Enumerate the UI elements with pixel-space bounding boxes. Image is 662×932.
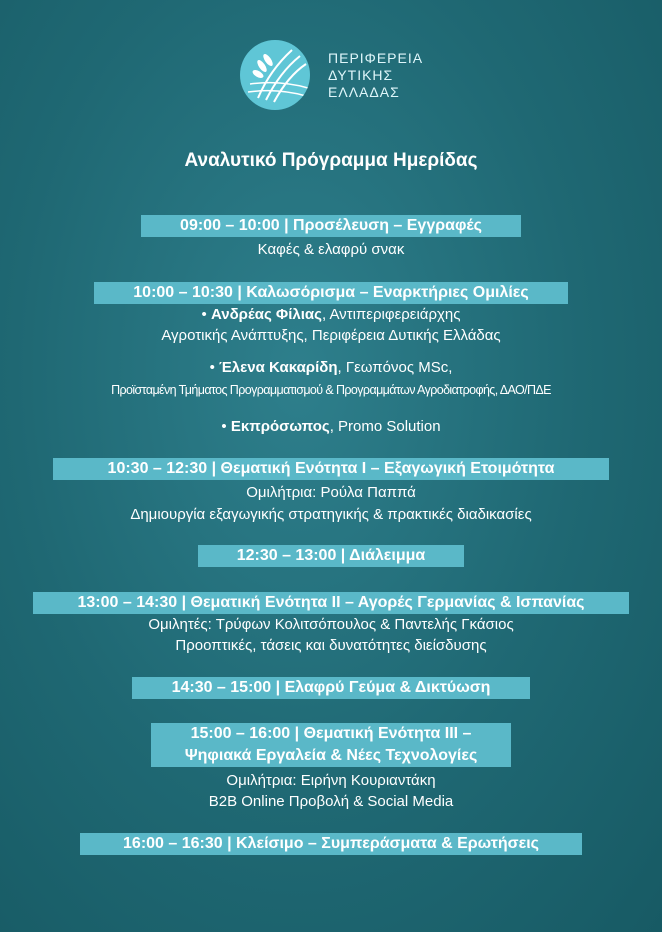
speaker-role: , Γεωπόνος MSc, <box>337 359 453 376</box>
logo-line-2: ΔΥΤΙΚΗΣ <box>328 66 394 83</box>
session-2-speaker-3: • Εκπρόσωπος, Promo Solution <box>221 418 441 435</box>
session-2-speaker-2-role: Προϊσταμένη Τμήματος Προγραμματισμού & Προγραμμάτων Αγροδιατροφής, ΔΑΟ/ΠΔΕ <box>111 383 551 397</box>
session-5-line-1: Ομιλητές: Τρύφων Κολιτσόπουλος & Παντελής Γκάσιος <box>148 616 514 633</box>
logo-line-3: ΕΛΛΑΔΑΣ <box>328 83 400 100</box>
session-3-line-1: Ομιλήτρια: Ρούλα Παππά <box>246 484 416 501</box>
page-title: Αναλυτικό Πρόγραμμα Ημερίδας <box>184 150 478 171</box>
session-3-header: 10:30 – 12:30 | Θεματική Ενότητα Ι – Εξαγωγική Ετοιμότητα <box>53 458 609 480</box>
session-2-header: 10:00 – 10:30 | Καλωσόρισμα – Εναρκτήριες Ομιλίες <box>94 282 568 304</box>
session-1-header: 09:00 – 10:00 | Προσέλευση – Εγγραφές <box>141 215 521 237</box>
speaker-name: Εκπρόσωπος <box>230 418 330 435</box>
session-5-line-2: Προοπτικές, τάσεις και δυνατότητες διείσδυσης <box>175 637 487 654</box>
leaf-logo-icon <box>240 40 310 110</box>
session-8-header: 16:00 – 16:30 | Κλείσιμο – Συμπεράσματα & Ερωτήσεις <box>80 833 582 855</box>
logo <box>240 40 423 110</box>
session-4-header: 12:30 – 13:00 | Διάλειμμα <box>198 545 464 567</box>
session-2-speaker-2: • Έλενα Κακαρίδη, Γεωπόνος MSc, <box>209 359 453 376</box>
session-5-header: 13:00 – 14:30 | Θεματική Ενότητα ΙΙ – Αγορές Γερμανίας & Ισπανίας <box>33 592 629 614</box>
session-7-header-line-2: Ψηφιακά Εργαλεία & Νέες Τεχνολογίες <box>151 745 511 767</box>
session-7-line-1: Ομιλήτρια: Ειρήνη Κουριαντάκη <box>226 772 436 789</box>
session-2-speaker-1-role: Αγροτικής Ανάπτυξης, Περιφέρεια Δυτικής Ελλάδας <box>161 327 501 344</box>
session-3-line-2: Δημιουργία εξαγωγικής στρατηγικής & πρακτικές διαδικασίες <box>130 506 532 523</box>
session-7-line-2: B2B Online Προβολή & Social Media <box>208 793 454 810</box>
logo-text <box>328 50 423 101</box>
session-2-speaker-1: • Ανδρέας Φίλιας, Αντιπεριφερειάρχης <box>201 306 461 323</box>
speaker-role: , Αντιπεριφερειάρχης <box>321 306 461 323</box>
speaker-role: , Promo Solution <box>329 418 441 435</box>
speaker-name: Έλενα Κακαρίδη <box>219 359 338 376</box>
logo-line-1: ΠΕΡΙΦΕΡΕΙΑ <box>328 49 424 66</box>
session-1-line-1: Καφές & ελαφρύ σνακ <box>257 241 405 258</box>
speaker-name: Ανδρέας Φίλιας <box>210 306 322 323</box>
session-7-header: 15:00 – 16:00 | Θεματική Ενότητα ΙΙΙ – <box>151 723 511 745</box>
session-6-header: 14:30 – 15:00 | Ελαφρύ Γεύμα & Δικτύωση <box>132 677 530 699</box>
